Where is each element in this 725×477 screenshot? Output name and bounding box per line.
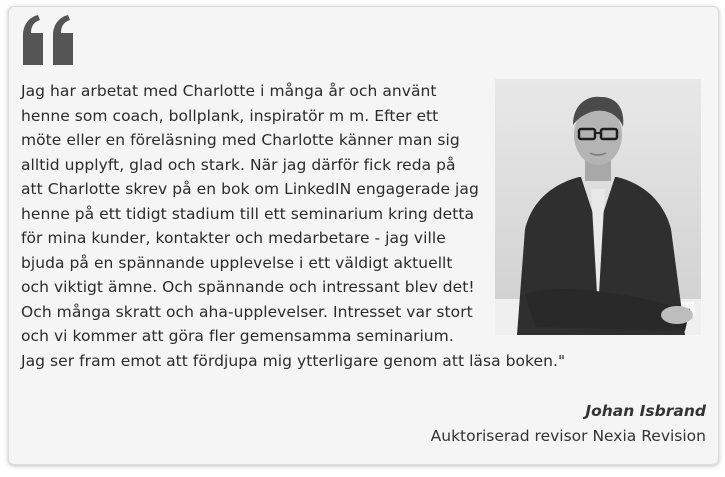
quote-open-icon	[19, 13, 79, 69]
testimonial-quote	[21, 79, 709, 373]
author-title: Auktoriserad revisor Nexia Revision	[430, 427, 706, 445]
testimonial-card	[8, 6, 719, 465]
author-photo	[495, 79, 701, 335]
author-name: Johan Isbrand	[585, 402, 706, 420]
quote-body: Jag har arbetat med Charlotte i många år och använt henne som coach, bollplank, inspiratör m m. Efter ett möte eller en föreläsning med Charlotte känner man sig alltid upplyft, glad och stark. När jag därför fick reda på att Charlotte skrev på en bok om LinkedIN engagerade jag henne på ett tidigt stadium till ett seminarium kring detta för mina kunder, kontakter och medarbetare - jag ville bjuda på en spännande upplevelse i ett väldigt aktuellt och viktigt ämne. Och spännande och intressant blev det! Och många skratt och aha-upplevelser. Intresset var stort och vi kommer att göra fler gemensamma seminarium. Jag ser fram emot att fördjupa mig ytterligare genom att läsa boken."	[21, 82, 566, 370]
